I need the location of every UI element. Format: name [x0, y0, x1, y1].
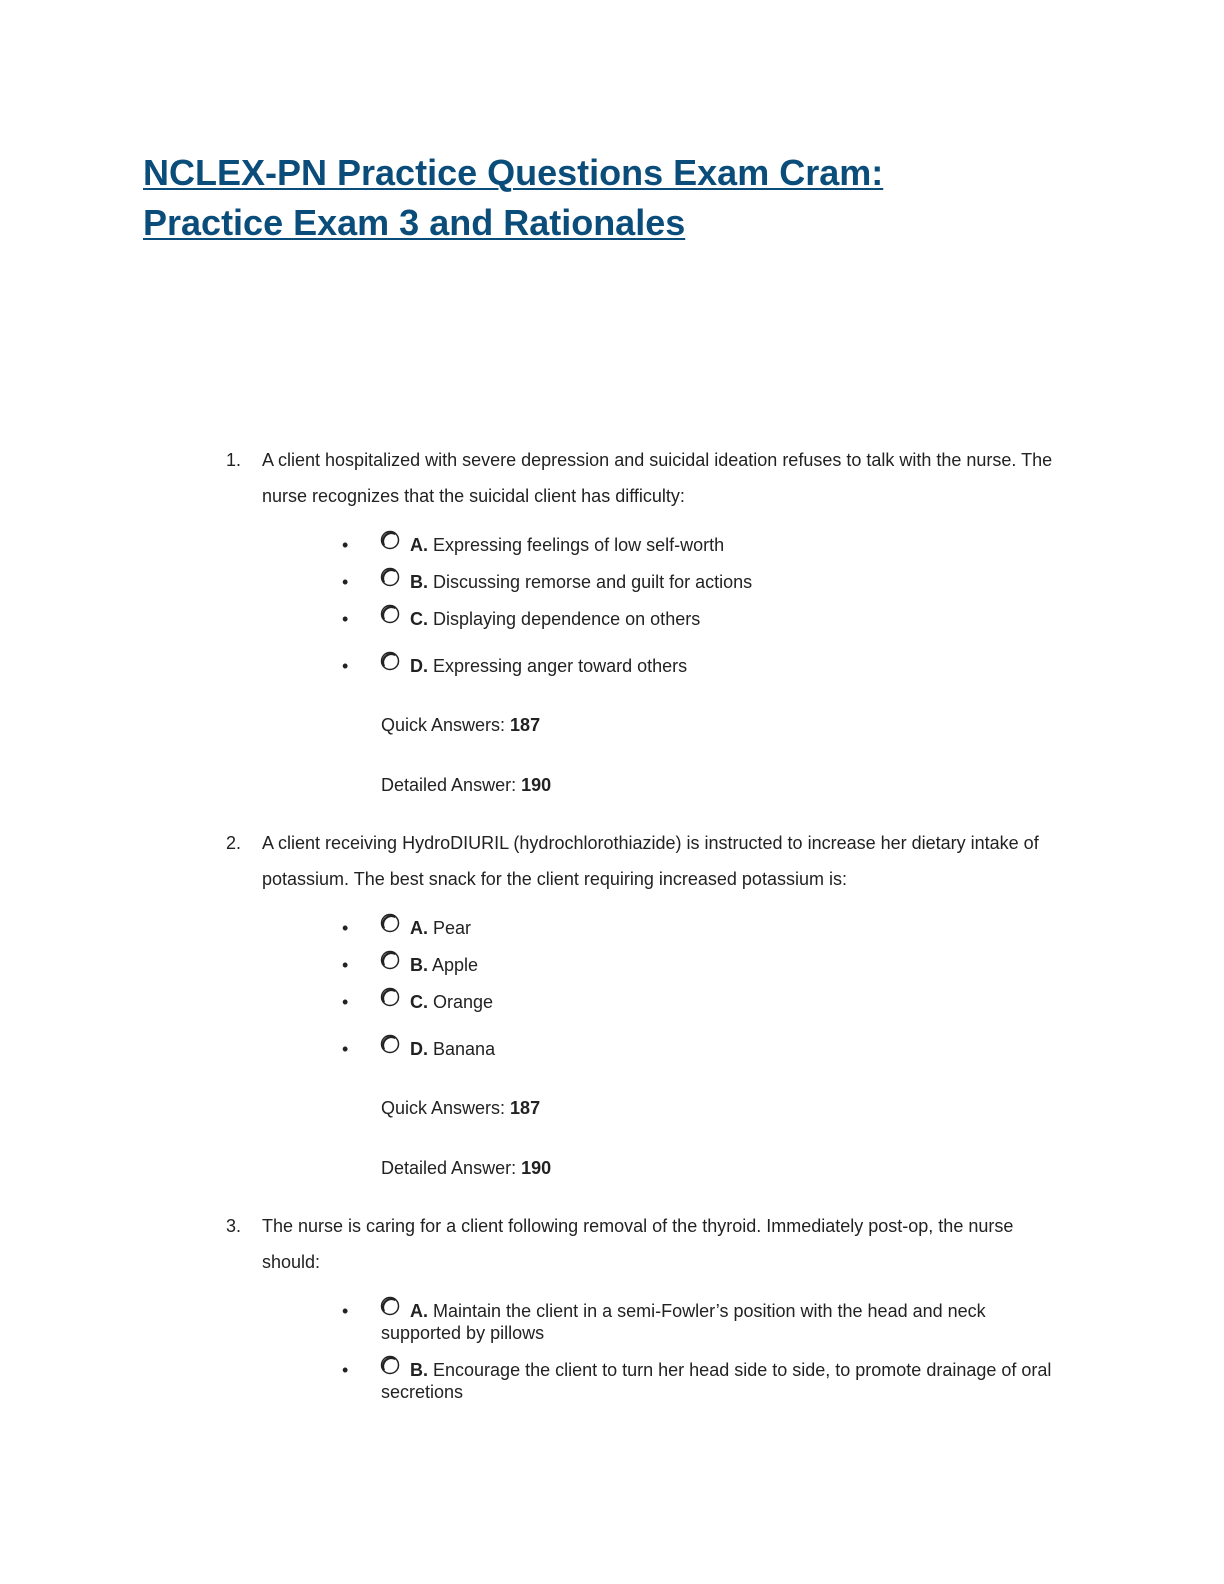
option-text: [381, 1038, 1061, 1060]
option-label: Encourage the client to turn her head side to side, to promote drainage of oral secretions: [381, 1360, 1052, 1402]
detailed-answer-page: 190: [521, 775, 552, 795]
option-text: [381, 917, 1061, 939]
option-text: [381, 954, 1061, 976]
option-label: Expressing feelings of low self-worth: [433, 535, 725, 555]
option-letter: D.: [410, 1039, 428, 1059]
bullet-icon: •: [342, 535, 349, 555]
detailed-answer-page: 190: [521, 1158, 552, 1178]
quick-answers-page: 187: [510, 715, 541, 735]
option-label: Displaying dependence on others: [433, 609, 701, 629]
option-text: [381, 1300, 1061, 1344]
quick-answers: [381, 1097, 540, 1119]
quick-answers: [381, 714, 540, 736]
option-label: Expressing anger toward others: [433, 656, 688, 676]
bullet-icon: •: [342, 1360, 349, 1380]
option-label: Apple: [432, 955, 479, 975]
option-text: [381, 534, 1061, 556]
option-text: [381, 991, 1061, 1013]
detailed-answer: [381, 1157, 551, 1179]
title-line-1: NCLEX-PN Practice Questions Exam Cram:: [143, 152, 884, 193]
detailed-answer-label: Detailed Answer:: [381, 775, 522, 795]
quick-answers-page: 187: [510, 1098, 541, 1118]
option-text: [381, 655, 1061, 677]
option-label: Banana: [433, 1039, 496, 1059]
option-text: [381, 1359, 1061, 1403]
bullet-icon: •: [342, 572, 349, 592]
option-letter: B.: [410, 1360, 428, 1380]
option-letter: A.: [410, 918, 428, 938]
question-text: A client receiving HydroDIURIL (hydrochlorothiazide) is instructed to increase her dietary intake of potassium. The best snack for the client requiring increased potassium is:: [262, 833, 1039, 889]
title-line-2: Practice Exam 3 and Rationales: [143, 202, 686, 243]
option-letter: A.: [410, 1301, 428, 1321]
bullet-icon: •: [342, 992, 349, 1012]
option-text: [381, 571, 1061, 593]
option-letter: C.: [410, 992, 428, 1012]
document-title: [143, 148, 1043, 248]
option-letter: D.: [410, 656, 428, 676]
option-label: Orange: [433, 992, 494, 1012]
option-letter: B.: [410, 572, 428, 592]
option-letter: A.: [410, 535, 428, 555]
question-number: 2.: [226, 833, 242, 853]
quick-answers-label: Quick Answers:: [381, 1098, 511, 1118]
option-label: Discussing remorse and guilt for actions: [433, 572, 753, 592]
quick-answers-label: Quick Answers:: [381, 715, 511, 735]
bullet-icon: •: [342, 656, 349, 676]
question-number: 1.: [226, 450, 242, 470]
option-letter: B.: [410, 955, 428, 975]
option-letter: C.: [410, 609, 428, 629]
bullet-icon: •: [342, 1039, 349, 1059]
bullet-icon: •: [342, 955, 349, 975]
option-label: Pear: [433, 918, 472, 938]
bullet-icon: •: [342, 609, 349, 629]
detailed-answer: [381, 774, 551, 796]
question-text: A client hospitalized with severe depression and suicidal ideation refuses to talk with the nurse. The nurse recognizes that the suicidal client has difficulty:: [262, 450, 1053, 506]
option-label: Maintain the client in a semi-Fowler’s position with the head and neck supported by pillows: [381, 1301, 986, 1343]
option-text: [381, 608, 1061, 630]
bullet-icon: •: [342, 918, 349, 938]
question-number: 3.: [226, 1216, 242, 1236]
question-text: The nurse is caring for a client following removal of the thyroid. Immediately post-op, the nurse should:: [262, 1216, 1014, 1272]
title-link[interactable]: [143, 152, 883, 243]
bullet-icon: •: [342, 1301, 349, 1321]
detailed-answer-label: Detailed Answer:: [381, 1158, 522, 1178]
